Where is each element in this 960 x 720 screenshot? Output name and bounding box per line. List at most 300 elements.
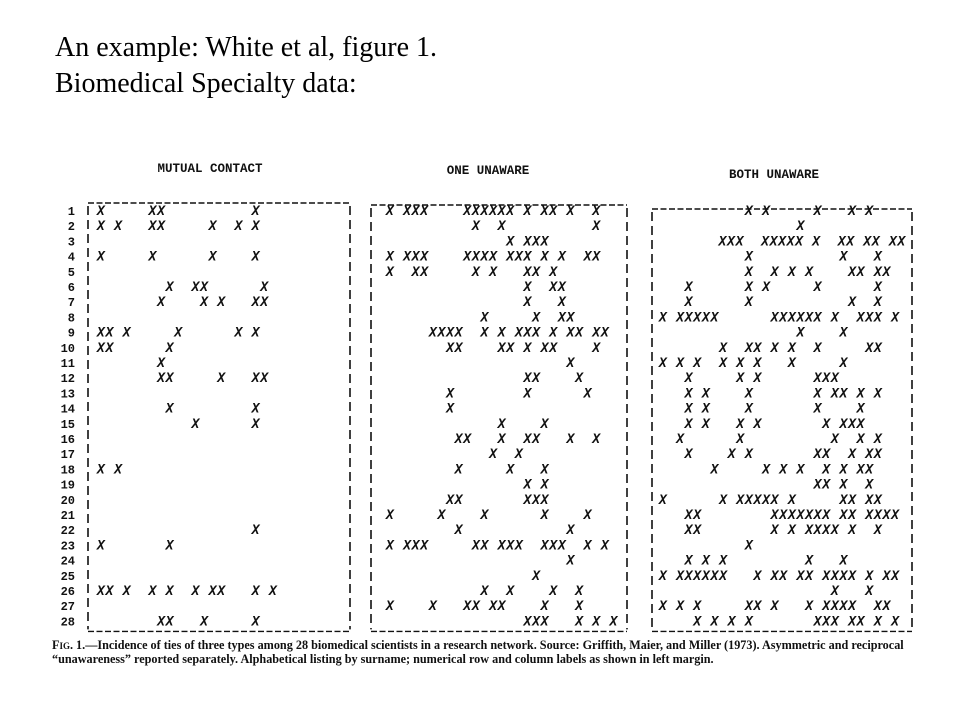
tie-mark: X [848,492,857,508]
slide-title-line-1: An example: White et al, figure 1. [55,32,438,63]
panel-title: ONE UNAWARE [446,164,530,178]
tie-mark: X [856,432,865,447]
tie-mark: X [753,416,762,432]
tie-mark: X [882,568,891,584]
tie-mark: X [786,234,795,250]
tie-mark: X [874,295,882,311]
tie-mark: X [745,447,753,463]
tie-mark: X [523,371,532,387]
tie-mark: X [693,356,702,371]
tie-mark: X [745,599,753,615]
tie-mark: X [549,584,558,599]
tie-mark: X [865,447,874,463]
tie-mark: X [489,447,498,463]
tie-mark: X [848,416,857,432]
tie-mark: X [822,447,831,463]
tie-mark: X [515,249,523,265]
tie-mark: X [480,204,489,219]
tie-mark: X [676,599,685,615]
tie-mark: X [805,568,814,584]
tie-mark: X [532,310,541,326]
tie-mark: X [251,295,260,311]
tie-mark: X [549,325,558,341]
tie-mark: X [882,508,891,523]
tie-mark: X [480,249,489,265]
tie-mark: X [200,614,209,630]
tie-mark: X [558,310,566,326]
tie-mark: X [251,401,260,417]
tie-mark: X [165,340,174,356]
tie-mark: X [813,280,822,295]
tie-mark: X [515,538,523,554]
tie-mark: X [566,325,575,341]
tie-mark: X [745,295,753,311]
tie-mark: X [506,204,515,219]
tie-mark: X [848,614,857,630]
tie-mark: X [788,264,796,280]
tie-mark: X [659,492,667,508]
tie-mark: X [831,432,839,447]
tie-mark: X [788,340,796,356]
tie-mark: X [822,371,831,387]
tie-mark: X [719,356,728,371]
tie-mark: X [532,432,541,447]
tie-mark: X [480,508,489,523]
tie-mark: X [191,584,200,599]
tie-mark: X [97,538,105,554]
tie-mark: X [97,204,105,219]
tie-mark: X [727,234,735,250]
tie-mark: X [540,462,549,478]
row-label: 7 [67,296,75,311]
tie-mark: X [831,584,839,599]
tie-mark: X [874,447,882,463]
tie-mark: X [891,568,900,584]
tie-mark: X [788,523,796,539]
tie-mark: X [234,325,243,341]
tie-mark: X [813,401,822,417]
tie-mark: X [472,219,480,235]
tie-mark: X [822,462,831,478]
tie-mark: X [745,340,753,356]
tie-mark: X [745,280,753,295]
tie-mark: X [659,568,667,584]
tie-mark: X [745,204,753,219]
tie-mark: X [684,416,693,432]
tie-mark: X [779,508,788,523]
tie-mark: X [523,340,532,356]
tie-mark: X [165,584,174,599]
tie-mark: X [702,401,710,417]
tie-mark: X [251,584,260,599]
tie-mark: X [200,280,209,295]
tie-mark: X [822,508,831,523]
row-label: 4 [67,250,75,265]
tie-mark: X [805,523,814,539]
tie-mark: X [863,234,872,250]
tie-mark: X [874,249,882,265]
tie-mark: X [839,599,848,615]
tie-mark: X [684,310,693,326]
tie-mark: X [856,310,865,326]
tie-mark: X [839,477,848,493]
tie-mark: X [601,538,609,554]
tie-mark: X [208,219,217,235]
tie-mark: X [251,614,260,630]
row-label: 25 [60,569,75,584]
tie-mark: X [472,249,480,265]
tie-mark: X [463,249,472,265]
tie-mark: X [839,462,848,478]
tie-mark: X [122,584,131,599]
tie-mark: X [540,340,549,356]
tie-mark: X [411,538,420,554]
row-label: 3 [67,235,75,250]
tie-mark: X [497,599,506,615]
tie-mark: X [251,416,260,432]
tie-mark: X [411,204,420,219]
tie-mark: X [269,584,277,599]
tie-mark: X [260,280,269,295]
tie-mark: X [601,325,609,341]
tie-mark: X [463,599,472,615]
tie-mark: X [157,219,166,235]
tie-mark: X [856,416,865,432]
tie-mark: X [575,614,584,630]
tie-mark: X [846,234,855,250]
tie-mark: X [856,401,865,417]
tie-mark: X [745,401,753,417]
tie-mark: X [770,508,779,523]
tie-mark: X [702,568,710,584]
tie-mark: X [523,264,532,280]
tie-mark: X [454,523,463,539]
tie-mark: X [874,508,882,523]
tie-mark: X [848,264,857,280]
tie-mark: X [684,447,693,463]
tie-mark: X [676,356,685,371]
tie-mark: X [839,416,848,432]
tie-mark: X [446,340,455,356]
tie-mark: X [848,508,857,523]
tie-mark: X [217,584,226,599]
tie-mark: X [446,401,455,417]
tie-mark: X [540,492,549,508]
tie-mark: X [583,508,592,523]
tie-mark: X [549,204,558,219]
tie-mark: X [549,538,558,554]
tie-mark: X [889,234,897,250]
row-label: 10 [60,341,75,356]
tie-mark: X [874,599,882,615]
tie-mark: X [420,204,429,219]
tie-mark: X [848,295,857,311]
tie-mark: X [822,477,831,493]
tie-mark: X [831,371,839,387]
tie-mark: X [97,219,105,235]
tie-mark: X [523,325,532,341]
tie-mark: X [865,492,874,508]
tie-mark: X [157,614,166,630]
tie-mark: X [575,371,584,387]
tie-mark: X [411,264,420,280]
tie-mark: X [865,477,874,493]
tie-mark: X [575,599,584,615]
tie-mark: X [566,310,575,326]
tie-mark: X [788,492,796,508]
tie-mark: X [874,280,882,295]
tie-mark: X [839,356,848,371]
tie-mark: X [583,386,592,402]
row-label: 21 [60,509,75,523]
tie-mark: X [839,492,848,508]
row-label: 2 [67,220,75,235]
tie-mark: X [813,523,822,539]
tie-mark: X [260,295,269,311]
tie-mark: X [523,234,532,250]
tie-mark: X [549,280,558,295]
tie-mark: X [822,568,831,584]
tie-mark: X [592,340,601,356]
panel-title: MUTUAL CONTACT [157,162,263,176]
tie-mark: X [856,462,865,478]
tie-mark: X [865,310,874,326]
tie-mark: X [710,568,719,584]
tie-mark: X [813,508,822,523]
row-label: 13 [60,387,75,402]
tie-mark: X [813,371,822,387]
tie-mark: X [165,614,174,630]
tie-mark: X [795,234,804,250]
tie-mark: X [114,462,123,478]
tie-mark: X [762,462,771,478]
tie-mark: X [157,204,166,219]
tie-mark: X [446,325,455,341]
row-label: 15 [60,417,75,432]
tie-mark: X [489,204,498,219]
row-label: 23 [60,539,75,554]
tie-mark: X [420,538,429,554]
tie-mark: X [693,599,702,615]
tie-mark: X [489,249,498,265]
tie-mark: X [822,416,831,432]
tie-mark: X [736,492,745,508]
tie-mark: X [558,295,566,311]
tie-mark: X [532,371,541,387]
tie-mark: X [540,538,549,554]
tie-mark: X [831,523,839,539]
tie-mark: X [837,234,846,250]
tie-mark: X [805,264,814,280]
tie-mark: X [506,538,515,554]
tie-mark: X [839,508,848,523]
row-label: 26 [60,585,75,599]
tie-mark: X [805,508,814,523]
tie-mark: X [506,462,515,478]
tie-mark: X [191,280,200,295]
tie-mark: X [191,416,200,432]
tie-mark: X [97,340,105,356]
tie-mark: X [779,568,788,584]
tie-mark: X [865,462,874,478]
tie-mark: X [702,416,710,432]
tie-mark: X [891,614,900,630]
tie-mark: X [745,386,753,402]
row-label: 22 [60,524,75,539]
panel-title: BOTH UNAWARE [728,168,820,182]
tie-mark: X [874,386,882,402]
tie-mark: X [429,325,437,341]
tie-mark: X [592,432,601,447]
tie-mark: X [105,340,114,356]
tie-mark: X [497,325,506,341]
tie-mark: X [403,249,412,265]
tie-mark: X [165,401,174,417]
tie-mark: X [745,614,753,630]
row-label: 12 [60,372,75,387]
tie-mark: X [702,386,710,402]
slide-title-line-2: Biomedical Specialty data: [55,68,357,99]
matrix-panel-mutual-contact [88,162,350,631]
tie-mark: X [566,204,575,219]
tie-mark: X [251,204,260,219]
tie-mark: X [251,325,260,341]
tie-mark: X [609,614,618,630]
tie-mark: X [97,584,105,599]
tie-mark: X [788,356,796,371]
tie-mark: X [702,553,710,569]
tie-mark: X [165,538,174,554]
tie-mark: X [788,508,796,523]
tie-mark: X [871,234,880,250]
tie-mark: X [480,325,489,341]
tie-mark: X [575,584,584,599]
tie-mark: X [684,401,693,417]
tie-mark: X [480,310,489,326]
matrix-panel-one-unaware [371,164,627,631]
figure-caption-text: —Incidence of ties of three types among 28 biomedical scientists in a research network. Source: Griffith, Maier, and Miller (1973). Asymmetric and reciprocal “unawareness” reported separately. Alphabetical listing by surname; numerical row and column labels as shown in left margin. [52,638,904,666]
tie-mark: X [693,568,702,584]
tie-mark: X [762,204,771,219]
tie-mark: X [497,432,506,447]
tie-mark: X [839,325,848,341]
tie-mark: X [874,614,882,630]
tie-mark: X [386,508,394,523]
tie-mark: X [114,219,123,235]
tie-mark: X [489,264,498,280]
tie-mark: X [865,508,874,523]
row-label: 24 [60,554,75,569]
tie-mark: X [848,447,857,463]
tie-mark: X [779,310,788,326]
tie-mark: X [217,295,226,311]
tie-mark: X [874,492,882,508]
tie-mark: X [839,553,848,569]
tie-mark: X [659,356,667,371]
tie-mark: X [874,310,882,326]
tie-mark: X [805,553,814,569]
tie-mark: X [788,310,796,326]
tie-mark: X [702,310,710,326]
tie-mark: X [523,492,532,508]
tie-mark: X [770,599,779,615]
tie-mark: X [411,249,420,265]
tie-mark: X [770,568,779,584]
tie-mark: X [454,325,463,341]
row-label: 8 [67,311,75,326]
tie-mark: X [497,416,506,432]
row-label: 14 [60,402,75,417]
tie-mark: X [429,599,437,615]
tie-mark: X [745,264,753,280]
tie-mark: X [592,249,601,265]
tie-mark: X [208,584,217,599]
tie-mark: X [446,386,455,402]
tie-mark: X [813,204,822,219]
tie-mark: X [234,219,243,235]
tie-mark: X [251,249,260,265]
tie-mark: X [480,538,489,554]
tie-mark: X [897,234,906,250]
tie-mark: X [532,264,541,280]
tie-mark: X [676,310,685,326]
tie-mark: X [865,568,874,584]
row-label: 11 [60,357,75,371]
tie-mark: X [874,264,882,280]
tie-mark: X [386,204,394,219]
tie-mark: X [583,249,592,265]
tie-mark: X [839,249,848,265]
tie-mark: X [736,416,745,432]
tie-mark: X [515,325,523,341]
tie-mark: X [762,280,771,295]
tie-mark: X [523,295,532,311]
tie-mark: X [446,492,455,508]
tie-mark: X [148,219,157,235]
tie-mark: X [753,568,762,584]
tie-mark: X [540,249,549,265]
tie-mark: X [659,310,667,326]
tie-mark: X [497,219,506,235]
tie-mark: X [874,340,882,356]
tie-mark: X [874,432,882,447]
tie-mark: X [684,553,693,569]
tie-mark: X [506,584,515,599]
tie-mark: X [684,508,693,523]
tie-mark: X [848,204,857,219]
tie-mark: X [848,568,857,584]
tie-mark: X [472,264,480,280]
tie-mark: X [710,614,719,630]
tie-mark: X [839,568,848,584]
tie-mark: X [592,325,601,341]
tie-mark: X [454,462,463,478]
figure-caption [52,638,912,666]
tie-mark: X [497,204,506,219]
tie-mark: X [386,538,394,554]
tie-mark: X [97,325,105,341]
tie-mark: X [891,310,900,326]
tie-mark: X [676,432,685,447]
tie-mark: X [684,568,693,584]
row-label: 6 [67,281,75,295]
tie-mark: X [796,462,805,478]
tie-mark: X [770,310,779,326]
tie-mark: X [710,310,719,326]
tie-mark: X [831,386,839,402]
tie-mark: X [403,538,412,554]
tie-mark: X [684,386,693,402]
